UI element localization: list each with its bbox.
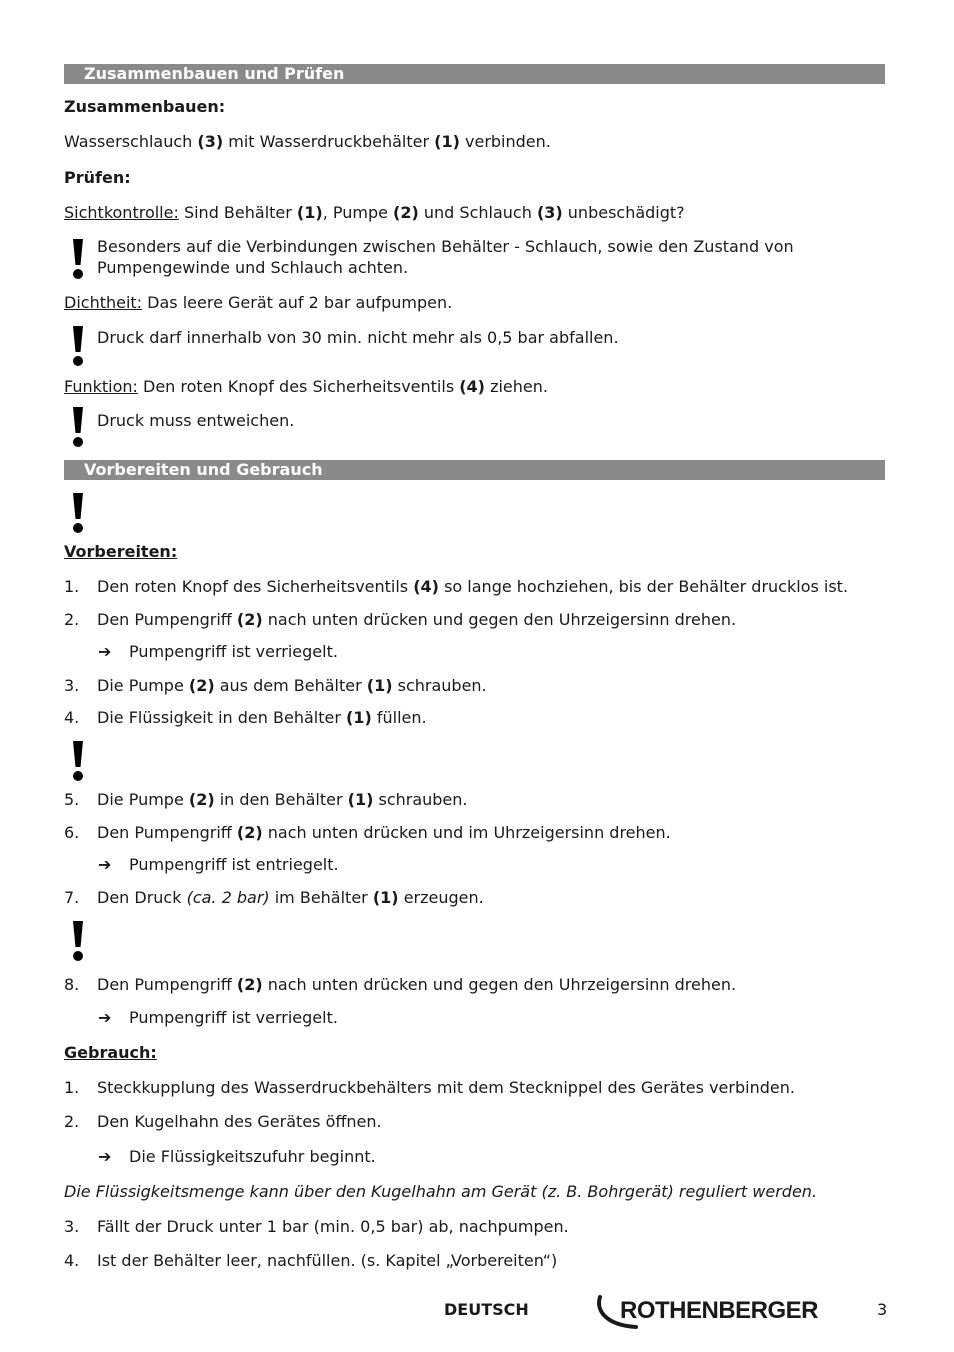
step-text: Den Pumpengriff (2) nach unten drücken und im Uhrzeigersinn drehen. bbox=[97, 823, 671, 842]
brand-logo bbox=[596, 1295, 836, 1335]
use-step-number: 4. bbox=[64, 1251, 80, 1270]
note-connections-line1: Besonders auf die Verbindungen zwischen Behälter - Schlauch, sowie den Zustand von bbox=[97, 237, 794, 256]
exclamation-icon bbox=[70, 741, 86, 781]
exclamation-icon bbox=[70, 407, 86, 447]
result-text: Pumpengriff ist verriegelt. bbox=[129, 1008, 338, 1027]
note-connections-line2: Pumpengewinde und Schlauch achten. bbox=[97, 258, 409, 277]
step-number: 7. bbox=[64, 888, 80, 907]
use-heading: Gebrauch: bbox=[64, 1043, 157, 1062]
step-text: Den Druck (ca. 2 bar) im Behälter (1) erzeugen. bbox=[97, 888, 484, 907]
step-number: 5. bbox=[64, 790, 80, 809]
check-heading: Prüfen: bbox=[64, 168, 131, 187]
use-step-number: 3. bbox=[64, 1217, 80, 1236]
visual-check-text: Sichtkontrolle: Sind Behälter (1), Pumpe (2) und Schlauch (3) unbeschädigt? bbox=[64, 203, 685, 222]
use-step-number: 2. bbox=[64, 1112, 80, 1131]
exclamation-icon bbox=[70, 326, 86, 366]
step-text: Die Pumpe (2) in den Behälter (1) schrauben. bbox=[97, 790, 468, 809]
arrow-right-icon: ➔ bbox=[98, 642, 112, 661]
exclamation-icon bbox=[70, 239, 86, 279]
arrow-right-icon: ➔ bbox=[98, 855, 112, 874]
step-text: Den Pumpengriff (2) nach unten drücken und gegen den Uhrzeigersinn drehen. bbox=[97, 975, 737, 994]
use-step-text: Fällt der Druck unter 1 bar (min. 0,5 bar) ab, nachpumpen. bbox=[97, 1217, 569, 1236]
step-number: 6. bbox=[64, 823, 80, 842]
function-text: Funktion: Den roten Knopf des Sicherheitsventils (4) ziehen. bbox=[64, 377, 548, 396]
section-header-preparation: Vorbereiten und Gebrauch bbox=[64, 460, 885, 480]
use-step-text: Steckkupplung des Wasserdruckbehälters mit dem Stecknippel des Gerätes verbinden. bbox=[97, 1078, 795, 1097]
result-text: Die Flüssigkeitszufuhr beginnt. bbox=[129, 1147, 376, 1166]
footer-language: DEUTSCH bbox=[444, 1300, 529, 1319]
step-number: 3. bbox=[64, 676, 80, 695]
assemble-text: Wasserschlauch (3) mit Wasserdruckbehälter (1) verbinden. bbox=[64, 132, 551, 151]
use-step-number: 1. bbox=[64, 1078, 80, 1097]
page-number: 3 bbox=[877, 1300, 888, 1319]
note-pressure-escape: Druck muss entweichen. bbox=[97, 411, 295, 430]
section-header-assembly: Zusammenbauen und Prüfen bbox=[64, 64, 885, 84]
arrow-right-icon: ➔ bbox=[98, 1147, 112, 1166]
step-number: 4. bbox=[64, 708, 80, 727]
step-text: Die Flüssigkeit in den Behälter (1) füllen. bbox=[97, 708, 427, 727]
step-text: Die Pumpe (2) aus dem Behälter (1) schrauben. bbox=[97, 676, 487, 695]
step-number: 8. bbox=[64, 975, 80, 994]
prepare-heading: Vorbereiten: bbox=[64, 542, 178, 561]
note-pressure-drop: Druck darf innerhalb von 30 min. nicht mehr als 0,5 bar abfallen. bbox=[97, 328, 619, 347]
use-step-text: Ist der Behälter leer, nachfüllen. (s. Kapitel „Vorbereiten“) bbox=[97, 1251, 558, 1270]
exclamation-icon bbox=[70, 921, 86, 961]
step-text: Den Pumpengriff (2) nach unten drücken und gegen den Uhrzeigersinn drehen. bbox=[97, 610, 737, 629]
step-number: 2. bbox=[64, 610, 80, 629]
result-text: Pumpengriff ist entriegelt. bbox=[129, 855, 339, 874]
tightness-text: Dichtheit: Das leere Gerät auf 2 bar aufpumpen. bbox=[64, 293, 453, 312]
use-step-text: Den Kugelhahn des Gerätes öffnen. bbox=[97, 1112, 382, 1131]
brand-name: ROTHENBERGER bbox=[620, 1297, 819, 1324]
arrow-right-icon: ➔ bbox=[98, 1008, 112, 1027]
italic-note: Die Flüssigkeitsmenge kann über den Kugelhahn am Gerät (z. B. Bohrgerät) reguliert werden. bbox=[64, 1182, 818, 1201]
step-number: 1. bbox=[64, 577, 80, 596]
result-text: Pumpengriff ist verriegelt. bbox=[129, 642, 338, 661]
exclamation-icon bbox=[70, 493, 86, 533]
step-text: Den roten Knopf des Sicherheitsventils (4) so lange hochziehen, bis der Behälter drucklos ist. bbox=[97, 577, 849, 596]
assemble-heading: Zusammenbauen: bbox=[64, 97, 226, 116]
